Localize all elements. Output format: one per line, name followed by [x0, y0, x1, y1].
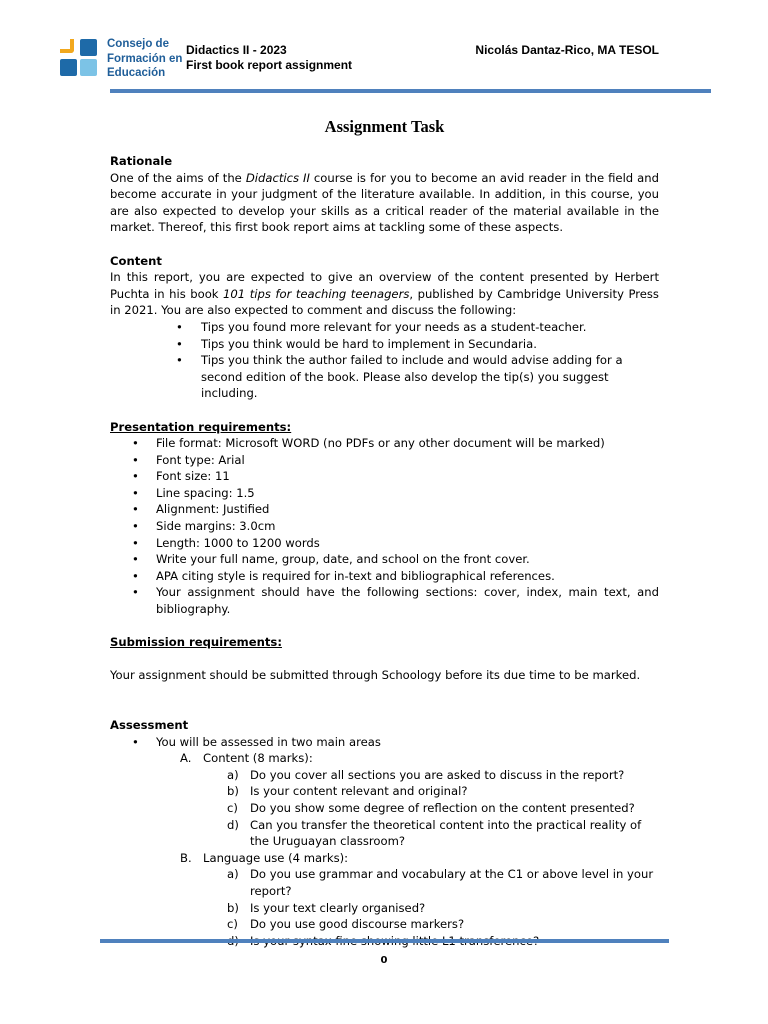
- assessment-heading: Assessment: [110, 718, 189, 732]
- rationale-heading: Rationale: [110, 154, 173, 168]
- list-item: • You will be assessed in two main areas: [110, 734, 659, 751]
- list-item: • Side margins: 3.0cm: [110, 518, 659, 535]
- assessment-question: c) Do you show some degree of reflection on the content presented?: [227, 800, 635, 815]
- logo-mark-square: [60, 59, 77, 76]
- page-number: 0: [380, 955, 388, 966]
- list-item: • Font size: 11: [110, 468, 659, 485]
- list-item: • Your assignment should have the following sections: cover, index, main text, and bibliography.: [110, 584, 659, 617]
- header-assignment: First book report assignment: [186, 58, 353, 72]
- assessment-list: [110, 734, 659, 751]
- header-rule: [110, 89, 711, 93]
- logo-mark-accent: [60, 39, 74, 53]
- content-bullet-list: [110, 319, 659, 402]
- presentation-heading: Presentation requirements:: [110, 419, 292, 434]
- header-course-info: [186, 43, 352, 73]
- submission-heading: Submission requirements:: [110, 635, 282, 650]
- assessment-question: d) Can you transfer the theoretical content into the practical reality of the Uruguayan classroom?: [227, 817, 642, 849]
- assessment-question: b) Is your content relevant and original?: [227, 784, 468, 799]
- content-heading: Content: [110, 253, 162, 268]
- logo-mark-square: [80, 39, 97, 56]
- list-item: • Write your full name, group, date, and school on the front cover.: [110, 551, 659, 568]
- assessment-area: A. Content (8 marks):: [180, 751, 313, 766]
- assessment-area: B. Language use (4 marks):: [180, 850, 349, 865]
- footer-rule: [100, 939, 669, 943]
- content-paragraph: In this report, you are expected to give an overview of the content presented by Herbert Puchta in his book 101 tips for teaching teenagers, published by Cambridge University Press in 2021. You are also expected to comment and discuss the following:: [110, 270, 659, 318]
- assessment-question: c) Do you use good discourse markers?: [227, 917, 465, 932]
- header-course: Didactics II - 2023: [186, 43, 287, 57]
- list-item: • Tips you think the author failed to include and would advise adding for a second edition of the book. Please also develop the tip(s) you suggest including.: [110, 352, 659, 402]
- assessment-question: a) Do you use grammar and vocabulary at the C1 or above level in your report?: [227, 867, 654, 898]
- list-item: • Tips you think would be hard to implement in Secundaria.: [110, 336, 659, 353]
- assessment-question: b) Is your text clearly organised?: [227, 900, 426, 915]
- logo-text: Consejo de Formación en Educación: [107, 38, 183, 79]
- rationale-paragraph: One of the aims of the Didactics II course is for you to become an avid reader in the field and become accurate in your judgment of the literature available. In addition, in this course, you are also expected to develop your skills as a critical reader of the material available in the market. Thereof, this first book report aims at tackling some of these aspects.: [110, 170, 659, 235]
- list-item: • Length: 1000 to 1200 words: [110, 535, 659, 552]
- document-body: [110, 116, 659, 949]
- institution-logo: [58, 37, 183, 82]
- list-item: • Line spacing: 1.5: [110, 485, 659, 502]
- list-item: • Tips you found more relevant for your needs as a student-teacher.: [110, 319, 659, 336]
- assessment-area-a: [110, 750, 659, 850]
- logo-mark-square: [80, 59, 97, 76]
- header-author: Nicolás Dantaz-Rico, MA TESOL: [475, 43, 659, 57]
- list-item: • Alignment: Justified: [110, 501, 659, 518]
- submission-paragraph: Your assignment should be submitted through Schoology before its due time to be marked.: [110, 668, 641, 683]
- presentation-list: [110, 435, 659, 618]
- list-item: • APA citing style is required for in-text and bibliographical references.: [110, 568, 659, 585]
- assessment-area-b: [110, 850, 659, 950]
- list-item: • Font type: Arial: [110, 452, 659, 469]
- page-title: Assignment Task: [324, 117, 445, 136]
- assessment-question: a) Do you cover all sections you are asked to discuss in the report?: [227, 767, 625, 782]
- list-item: • File format: Microsoft WORD (no PDFs or any other document will be marked): [110, 435, 659, 452]
